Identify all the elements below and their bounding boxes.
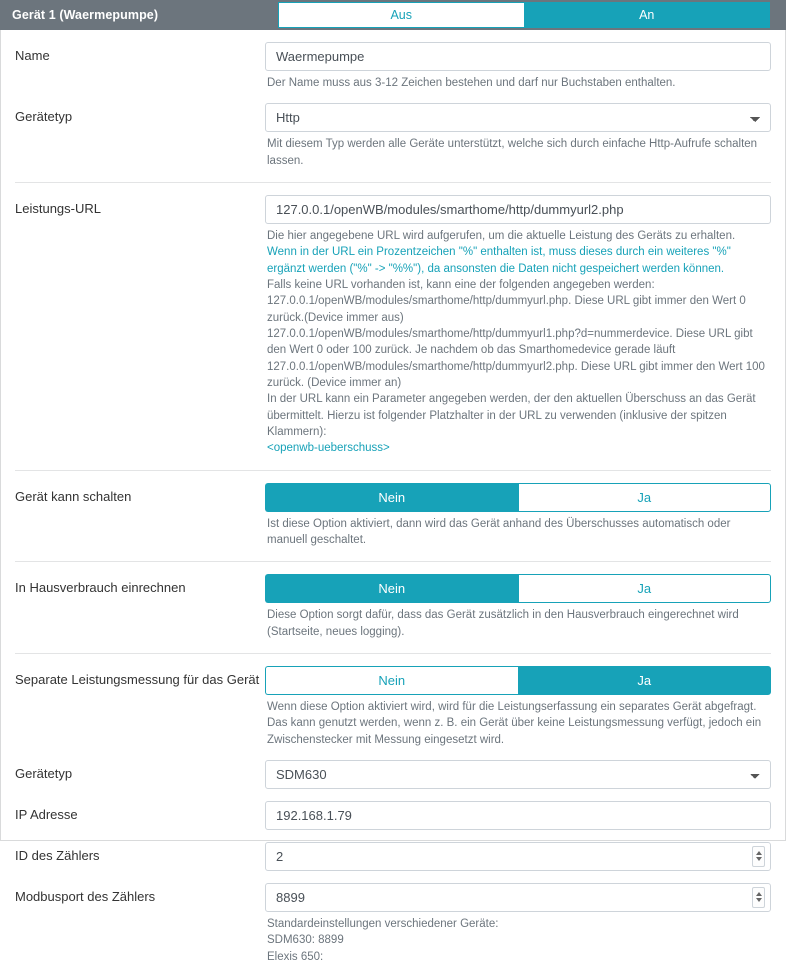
label-modbus-port: Modbusport des Zählers — [15, 888, 156, 904]
device-power-toggle[interactable] — [278, 0, 786, 30]
page-title: Gerät 1 (Waermepumpe) — [12, 8, 159, 22]
row-meter-id — [15, 830, 771, 871]
label-power-url: Leistungs-URL — [15, 200, 101, 216]
row-meter-type — [15, 748, 771, 789]
row-separate-measurement — [15, 654, 771, 748]
label-house-consumption: In Hausverbrauch einrechnen — [15, 580, 186, 596]
can-switch-toggle[interactable] — [265, 483, 771, 512]
row-name — [15, 30, 771, 91]
power-url-help-line-4: 127.0.0.1/openWB/modules/smarthome/http/dummyurl1.php?d=nummerdevice. Diese URL gibt den Wert 0 oder 100 zurück. Je nachdem ob das Smarthomedevice gerade läuft — [267, 327, 753, 357]
label-name: Name — [15, 48, 50, 63]
name-help: Der Name muss aus 3-12 Zeichen bestehen und darf nur Buchstaben enthalten. — [267, 77, 676, 89]
label-meter-id: ID des Zählers — [15, 847, 100, 863]
device-type-help: Mit diesem Typ werden alle Geräte unterstützt, welche sich durch einfache Http-Aufrufe schalten lassen. — [267, 138, 758, 167]
chevron-up-icon — [756, 851, 762, 855]
power-url-help-highlight: Wenn in der URL ein Prozentzeichen "%" enthalten ist, muss dieses durch ein weiteres "%" ergänzt werden ("%" -> "%%"), da ansonsten die Daten nicht gespeichert werden können. — [267, 246, 731, 275]
can-switch-help: Ist diese Option aktiviert, dann wird das Gerät anhand des Überschusses automatisch oder manuell geschaltet. — [267, 517, 731, 546]
row-ip-address — [15, 789, 771, 830]
label-can-switch: Gerät kann schalten — [15, 488, 132, 504]
meter-id-input[interactable] — [265, 842, 771, 871]
label-ip-address: IP Adresse — [15, 806, 78, 822]
power-url-help-line-2: Falls keine URL vorhanden ist, kann eine der folgenden angegeben werden: — [267, 278, 655, 291]
power-url-placeholder-link[interactable]: <openwb-ueberschuss> — [267, 442, 390, 455]
name-input[interactable] — [265, 42, 771, 71]
ip-address-input[interactable] — [265, 801, 771, 830]
power-url-help-line-3: 127.0.0.1/openWB/modules/smarthome/http/dummyurl.php. Diese URL gibt immer den Wert 0 zurück.(Device immer aus) — [267, 295, 746, 324]
power-url-help-line-6: In der URL kann ein Parameter angegeben werden, der den aktuellen Überschuss an das Gerät übermittelt. Hierzu ist folgender Platzhalter in der URL zu verwenden (inklusive der spitzen Klammern): — [267, 393, 756, 438]
row-modbus-port — [15, 871, 771, 965]
house-consumption-no-button[interactable]: Nein — [265, 574, 518, 603]
modbus-port-stepper[interactable] — [752, 887, 765, 908]
device-power-off-button[interactable]: Aus — [278, 2, 524, 28]
separate-measurement-help: Wenn diese Option aktiviert wird, wird für die Leistungserfassung ein separates Gerät abgefragt. Das kann genutzt werden, wenn z. B. ein Gerät über keine Leistungsmessung verfügt, jedoch ein Zwischenstecker mit Messung eingesetzt wird. — [267, 700, 762, 746]
power-url-help — [265, 224, 771, 457]
row-can-switch — [15, 471, 771, 549]
row-device-type — [15, 91, 771, 169]
modbus-port-input[interactable] — [265, 883, 771, 912]
house-consumption-toggle[interactable] — [265, 574, 771, 603]
house-consumption-yes-button[interactable]: Ja — [518, 574, 772, 603]
device-power-on-button[interactable]: An — [524, 2, 771, 28]
label-meter-type: Gerätetyp — [15, 765, 73, 781]
power-url-help-line-5: 127.0.0.1/openWB/modules/smarthome/http/dummyurl2.php. Diese URL gibt immer den Wert 100 zurück. (Device immer an) — [267, 360, 765, 389]
modbus-port-help-line-3: Elexis 650: — [267, 950, 324, 963]
chevron-down-icon — [756, 898, 762, 902]
chevron-down-icon — [756, 857, 762, 861]
settings-form — [0, 30, 786, 963]
house-consumption-help: Diese Option sorgt dafür, dass das Gerät zusätzlich in den Hausverbrauch eingerechnet wird (Startseite, neues logging). — [267, 609, 739, 638]
row-house-consumption — [15, 562, 771, 640]
chevron-up-icon — [756, 892, 762, 896]
label-device-type: Gerätetyp — [15, 109, 73, 125]
separate-measurement-toggle[interactable] — [265, 666, 771, 695]
separate-measurement-yes-button[interactable]: Ja — [518, 666, 772, 695]
can-switch-no-button[interactable]: Nein — [265, 483, 518, 512]
modbus-port-help-line-2: SDM630: 8899 — [267, 934, 344, 947]
power-url-input[interactable] — [265, 195, 771, 224]
row-power-url — [15, 183, 771, 457]
panel-header — [0, 0, 786, 30]
meter-id-stepper[interactable] — [752, 846, 765, 867]
power-url-help-line-1: Die hier angegebene URL wird aufgerufen, um die aktuelle Leistung des Geräts zu erhalten. — [267, 229, 736, 242]
meter-type-select[interactable] — [265, 760, 771, 789]
separate-measurement-no-button[interactable]: Nein — [265, 666, 518, 695]
device-type-select[interactable] — [265, 103, 771, 132]
modbus-port-help — [265, 912, 771, 965]
can-switch-yes-button[interactable]: Ja — [518, 483, 772, 512]
modbus-port-help-line-1: Standardeinstellungen verschiedener Geräte: — [267, 917, 499, 930]
label-separate-measurement: Separate Leistungsmessung für das Gerät — [15, 671, 260, 687]
